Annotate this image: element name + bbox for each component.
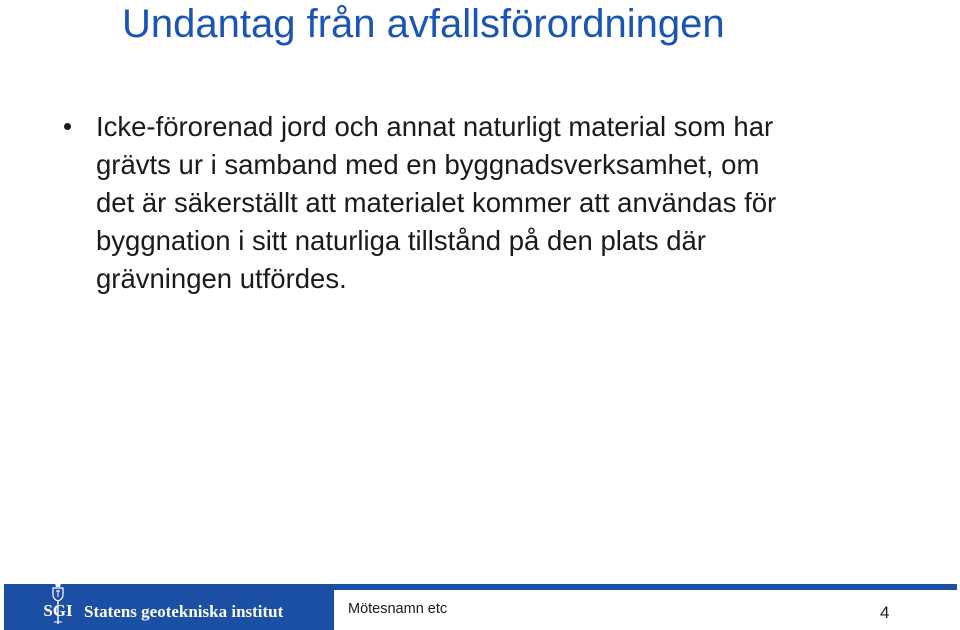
bullet-text: Icke-förorenad jord och annat naturligt material som har grävts ur i samband med en byggnadsverksamhet, om det är säkerställt att materialet kommer att användas för byggnation i sitt naturliga tillstånd på den plats där grävningen utfördes. [96,111,777,294]
bullet-dot-icon [64,123,71,130]
footer-meeting-name: Mötesnamn etc [348,601,448,617]
page-number: 4 [880,603,890,622]
organization-name: Statens geotekniska institut [84,602,284,621]
slide-title: Undantag från avfallsförordningen [122,2,725,46]
sgi-logo-icon [38,582,78,628]
bullet-list [0,108,820,298]
svg-text:SGI: SGI [43,601,73,620]
bullet-item [0,108,820,298]
